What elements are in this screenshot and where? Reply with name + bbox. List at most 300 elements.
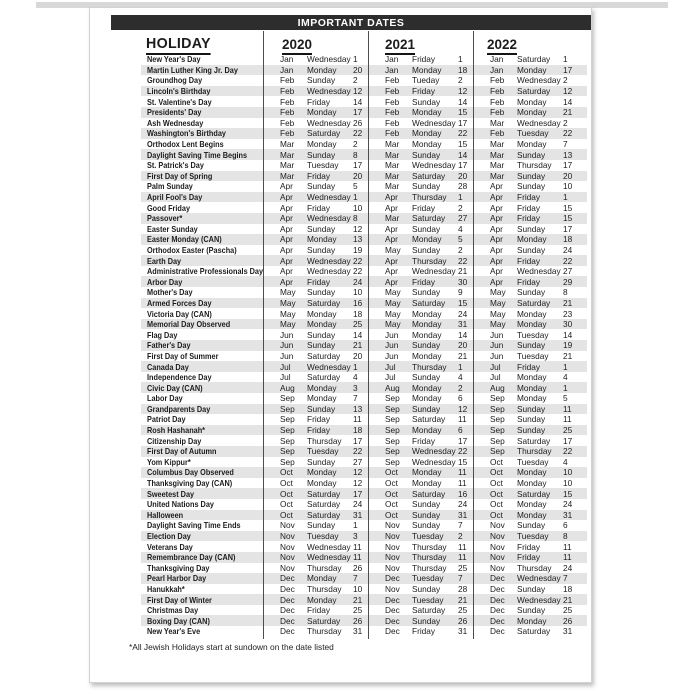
date-cell-2022 (473, 277, 587, 287)
holiday-name: New Year's Eve (147, 626, 201, 637)
weekday-label: Saturday (307, 128, 341, 139)
column-divider-1 (263, 31, 264, 639)
holiday-name: First Day of Winter (147, 594, 212, 605)
weekday-label: Wednesday (517, 75, 561, 86)
weekday-label: Wednesday (307, 117, 351, 128)
day-number: 22 (458, 128, 468, 139)
date-cell-2020 (263, 595, 368, 605)
holiday-name: St. Patrick's Day (147, 160, 204, 171)
day-number: 21 (458, 350, 468, 361)
weekday-label: Saturday (412, 297, 446, 308)
weekday-label: Saturday (307, 488, 341, 499)
month-label: Sep (385, 425, 400, 436)
holiday-name: Veterans Day (147, 541, 193, 552)
table-row (141, 118, 587, 129)
weekday-label: Sunday (412, 509, 441, 520)
date-cell-2020 (263, 351, 368, 361)
month-label: Apr (280, 255, 293, 266)
date-cell-2020 (263, 584, 368, 594)
weekday-label: Saturday (412, 605, 446, 616)
weekday-label: Monday (517, 96, 547, 107)
day-number: 11 (563, 403, 572, 414)
day-number: 19 (563, 340, 573, 351)
table-row (141, 181, 587, 192)
weekday-label: Sunday (412, 223, 441, 234)
day-number: 24 (458, 308, 468, 319)
date-cell-2021 (368, 520, 473, 530)
weekday-label: Wednesday (307, 255, 351, 266)
weekday-label: Tuesday (307, 531, 339, 542)
day-number: 14 (458, 329, 468, 340)
date-cell-2021 (368, 107, 473, 117)
month-label: Apr (490, 181, 503, 192)
date-cell-2021 (368, 75, 473, 85)
date-cell-2021 (368, 139, 473, 149)
date-cell-2022 (473, 584, 587, 594)
holiday-name: Ash Wednesday (147, 117, 204, 128)
month-label: Oct (385, 488, 398, 499)
day-number: 10 (563, 467, 573, 478)
date-cell-2021 (368, 372, 473, 382)
month-label: Apr (385, 223, 398, 234)
weekday-label: Sunday (307, 181, 336, 192)
date-cell-2022 (473, 404, 587, 414)
table-row (141, 139, 587, 150)
day-number: 14 (353, 96, 363, 107)
date-cell-2022 (473, 457, 587, 467)
month-label: Mar (490, 139, 505, 150)
date-cell-2022 (473, 520, 587, 530)
table-row (141, 308, 587, 319)
day-number: 1 (458, 192, 463, 203)
weekday-label: Saturday (517, 54, 551, 65)
date-cell-2020 (263, 626, 368, 636)
day-number: 21 (563, 350, 573, 361)
holiday-name: Flag Day (147, 329, 178, 340)
day-number: 21 (563, 594, 573, 605)
date-cell-2021 (368, 256, 473, 266)
holiday-name: Groundhog Day (147, 75, 203, 86)
month-label: Apr (385, 255, 398, 266)
month-label: Jul (385, 361, 396, 372)
day-number: 19 (353, 244, 363, 255)
date-cell-2022 (473, 626, 587, 636)
table-row (141, 245, 587, 256)
month-label: Jun (490, 340, 504, 351)
weekday-label: Sunday (517, 244, 546, 255)
month-label: Jan (490, 54, 504, 65)
weekday-label: Friday (517, 202, 541, 213)
day-number: 1 (458, 54, 463, 65)
date-cell-2022 (473, 489, 587, 499)
date-cell-2021 (368, 86, 473, 96)
table-row (141, 626, 587, 637)
month-label: Jul (490, 372, 501, 383)
day-number: 11 (458, 541, 467, 552)
holiday-name: Memorial Day Observed (147, 319, 231, 330)
weekday-label: Monday (307, 393, 337, 404)
month-label: Sep (385, 456, 400, 467)
day-number: 22 (353, 255, 363, 266)
weekday-label: Monday (307, 319, 337, 330)
day-number: 12 (353, 467, 363, 478)
day-number: 24 (353, 499, 363, 510)
weekday-label: Saturday (517, 488, 551, 499)
month-label: Dec (490, 615, 505, 626)
table-row (141, 128, 587, 139)
date-cell-2022 (473, 362, 587, 372)
day-number: 10 (563, 181, 573, 192)
day-number: 4 (458, 372, 463, 383)
table-row (141, 510, 587, 521)
month-label: Nov (385, 552, 400, 563)
weekday-label: Wednesday (307, 54, 351, 65)
month-label: May (280, 297, 296, 308)
month-label: Oct (490, 499, 503, 510)
day-number: 1 (353, 361, 358, 372)
date-cell-2021 (368, 203, 473, 213)
month-label: Feb (385, 107, 400, 118)
month-label: Sep (280, 456, 295, 467)
date-cell-2021 (368, 552, 473, 562)
table-row (141, 446, 587, 457)
table-row (141, 467, 587, 478)
weekday-label: Sunday (412, 181, 441, 192)
weekday-label: Wednesday (307, 361, 351, 372)
date-cell-2021 (368, 224, 473, 234)
month-label: May (490, 297, 506, 308)
weekday-label: Wednesday (517, 594, 561, 605)
day-number: 17 (353, 435, 363, 446)
date-cell-2021 (368, 319, 473, 329)
day-number: 11 (458, 414, 467, 425)
weekday-label: Saturday (307, 499, 341, 510)
day-number: 21 (353, 340, 363, 351)
weekday-label: Thursday (517, 446, 552, 457)
day-number: 25 (458, 562, 468, 573)
month-label: Mar (490, 160, 505, 171)
holiday-name: Daylight Saving Time Ends (147, 520, 241, 531)
date-cell-2021 (368, 595, 473, 605)
month-label: May (490, 319, 506, 330)
date-cell-2022 (473, 160, 587, 170)
month-label: Mar (385, 213, 400, 224)
holiday-name: Remembrance Day (CAN) (147, 552, 236, 563)
date-cell-2020 (263, 563, 368, 573)
month-label: Feb (385, 128, 400, 139)
date-cell-2020 (263, 150, 368, 160)
weekday-label: Thursday (412, 562, 447, 573)
table-row (141, 65, 587, 76)
date-cell-2021 (368, 467, 473, 477)
table-row (141, 531, 587, 542)
weekday-label: Sunday (412, 499, 441, 510)
weekday-label: Sunday (517, 170, 546, 181)
day-number: 11 (353, 552, 362, 563)
day-number: 23 (563, 308, 573, 319)
date-cell-2020 (263, 160, 368, 170)
month-label: Sep (490, 403, 505, 414)
date-cell-2020 (263, 97, 368, 107)
month-label: Nov (385, 583, 400, 594)
day-number: 20 (458, 170, 468, 181)
weekday-label: Saturday (307, 615, 341, 626)
table-row (141, 160, 587, 171)
date-cell-2020 (263, 234, 368, 244)
holiday-column-header: HOLIDAY (146, 35, 211, 55)
weekday-label: Sunday (517, 340, 546, 351)
holiday-name: Pearl Harbor Day (147, 573, 207, 584)
day-number: 21 (353, 594, 363, 605)
date-cell-2022 (473, 446, 587, 456)
date-cell-2022 (473, 287, 587, 297)
table-rows (141, 54, 587, 637)
date-cell-2020 (263, 457, 368, 467)
month-label: Feb (280, 86, 295, 97)
date-cell-2022 (473, 531, 587, 541)
weekday-label: Monday (412, 64, 442, 75)
month-label: Dec (280, 594, 295, 605)
date-cell-2020 (263, 213, 368, 223)
weekday-label: Tuesday (517, 531, 549, 542)
table-row (141, 372, 587, 383)
holiday-name: Martin Luther King Jr. Day (147, 64, 238, 75)
table-row (141, 594, 587, 605)
day-number: 20 (353, 350, 363, 361)
month-label: Apr (490, 255, 503, 266)
table-row (141, 435, 587, 446)
date-cell-2020 (263, 330, 368, 340)
holiday-name: Civic Day (CAN) (147, 382, 203, 393)
month-label: Feb (490, 107, 505, 118)
day-number: 17 (458, 435, 468, 446)
day-number: 20 (353, 170, 363, 181)
date-cell-2020 (263, 107, 368, 117)
day-number: 26 (353, 615, 363, 626)
date-cell-2022 (473, 128, 587, 138)
weekday-label: Saturday (412, 488, 446, 499)
weekday-label: Tuesday (307, 160, 339, 171)
holiday-name: Palm Sunday (147, 181, 193, 192)
weekday-label: Wednesday (517, 266, 561, 277)
date-cell-2022 (473, 192, 587, 202)
table-row (141, 552, 587, 563)
date-cell-2021 (368, 425, 473, 435)
table-row (141, 75, 587, 86)
month-label: Nov (385, 562, 400, 573)
day-number: 17 (458, 160, 468, 171)
day-number: 22 (563, 128, 573, 139)
table-row (141, 404, 587, 415)
weekday-label: Monday (412, 234, 442, 245)
month-label: Mar (385, 170, 400, 181)
weekday-label: Saturday (412, 414, 446, 425)
day-number: 15 (458, 456, 468, 467)
date-cell-2022 (473, 393, 587, 403)
weekday-label: Friday (307, 276, 331, 287)
date-cell-2021 (368, 446, 473, 456)
weekday-label: Monday (412, 467, 442, 478)
date-cell-2020 (263, 266, 368, 276)
month-label: Apr (385, 234, 398, 245)
month-label: Apr (280, 244, 293, 255)
day-number: 22 (353, 446, 363, 457)
day-number: 13 (353, 234, 363, 245)
weekday-label: Sunday (517, 583, 546, 594)
weekday-label: Thursday (307, 562, 342, 573)
weekday-label: Monday (412, 128, 442, 139)
holiday-name: Passover* (147, 213, 183, 224)
weekday-label: Tuesday (307, 446, 339, 457)
day-number: 4 (353, 372, 358, 383)
holiday-name: Thanksgiving Day (CAN) (147, 478, 233, 489)
month-label: Dec (280, 583, 295, 594)
table-row (141, 382, 587, 393)
day-number: 22 (458, 446, 468, 457)
weekday-label: Monday (307, 64, 337, 75)
weekday-label: Tuesday (412, 573, 444, 584)
weekday-label: Monday (412, 382, 442, 393)
month-label: Feb (385, 117, 400, 128)
holiday-name: Earth Day (147, 255, 182, 266)
date-cell-2020 (263, 510, 368, 520)
day-number: 29 (563, 276, 573, 287)
month-label: Dec (385, 605, 400, 616)
day-number: 10 (353, 287, 363, 298)
day-number: 22 (563, 255, 573, 266)
month-label: Feb (490, 86, 505, 97)
weekday-label: Monday (517, 64, 547, 75)
day-number: 24 (563, 499, 573, 510)
day-number: 18 (353, 425, 363, 436)
date-cell-2021 (368, 287, 473, 297)
day-number: 2 (353, 139, 358, 150)
weekday-label: Sunday (412, 403, 441, 414)
date-cell-2020 (263, 383, 368, 393)
month-label: Apr (490, 223, 503, 234)
weekday-label: Thursday (307, 435, 342, 446)
table-row (141, 457, 587, 468)
date-cell-2021 (368, 266, 473, 276)
weekday-label: Sunday (412, 149, 441, 160)
date-cell-2022 (473, 351, 587, 361)
day-number: 24 (563, 562, 573, 573)
date-cell-2022 (473, 510, 587, 520)
month-label: Mar (385, 181, 400, 192)
date-cell-2020 (263, 75, 368, 85)
table-row (141, 171, 587, 182)
weekday-label: Monday (517, 372, 547, 383)
day-number: 11 (563, 414, 572, 425)
day-number: 7 (563, 139, 568, 150)
day-number: 20 (563, 170, 573, 181)
holiday-name: Labor Day (147, 393, 183, 404)
day-number: 11 (563, 541, 572, 552)
date-cell-2022 (473, 139, 587, 149)
day-number: 12 (353, 478, 363, 489)
month-label: Dec (280, 605, 295, 616)
table-row (141, 234, 587, 245)
holiday-name: Presidents' Day (147, 107, 202, 118)
month-label: Dec (385, 594, 400, 605)
day-number: 13 (563, 149, 573, 160)
date-cell-2020 (263, 605, 368, 615)
date-cell-2022 (473, 467, 587, 477)
month-label: Sep (385, 414, 400, 425)
date-cell-2021 (368, 436, 473, 446)
date-cell-2020 (263, 181, 368, 191)
day-number: 17 (353, 107, 363, 118)
date-cell-2020 (263, 520, 368, 530)
day-number: 15 (563, 213, 573, 224)
day-number: 15 (458, 107, 468, 118)
weekday-label: Saturday (517, 626, 551, 637)
month-label: Apr (490, 213, 503, 224)
date-cell-2020 (263, 224, 368, 234)
date-cell-2020 (263, 489, 368, 499)
holiday-name: Boxing Day (CAN) (147, 615, 210, 626)
day-number: 8 (353, 213, 358, 224)
date-cell-2020 (263, 298, 368, 308)
weekday-label: Sunday (517, 149, 546, 160)
month-label: Sep (385, 435, 400, 446)
date-cell-2021 (368, 584, 473, 594)
month-label: Nov (280, 520, 295, 531)
weekday-label: Friday (307, 425, 331, 436)
weekday-label: Sunday (307, 403, 336, 414)
weekday-label: Thursday (412, 361, 447, 372)
date-cell-2021 (368, 118, 473, 128)
holiday-name: Arbor Day (147, 276, 183, 287)
weekday-label: Monday (307, 467, 337, 478)
weekday-label: Monday (307, 139, 337, 150)
table-row (141, 351, 587, 362)
day-number: 15 (563, 202, 573, 213)
day-number: 10 (353, 583, 363, 594)
day-number: 31 (458, 509, 468, 520)
month-label: Dec (280, 615, 295, 626)
weekday-label: Sunday (412, 372, 441, 383)
weekday-label: Friday (517, 255, 541, 266)
day-number: 1 (563, 192, 568, 203)
date-cell-2021 (368, 340, 473, 350)
holiday-name: Armed Forces Day (147, 297, 212, 308)
day-number: 1 (353, 54, 358, 65)
date-cell-2020 (263, 467, 368, 477)
column-divider-2 (368, 31, 369, 639)
date-cell-2020 (263, 256, 368, 266)
weekday-label: Friday (307, 605, 331, 616)
weekday-label: Friday (517, 192, 541, 203)
month-label: Feb (490, 96, 505, 107)
day-number: 13 (353, 403, 363, 414)
day-number: 27 (458, 213, 468, 224)
date-cell-2022 (473, 224, 587, 234)
day-number: 2 (563, 117, 568, 128)
month-label: Feb (385, 75, 400, 86)
weekday-label: Sunday (307, 340, 336, 351)
weekday-label: Monday (412, 319, 442, 330)
month-label: Jan (280, 64, 294, 75)
weekday-label: Sunday (517, 287, 546, 298)
day-number: 24 (458, 499, 468, 510)
day-number: 21 (458, 266, 468, 277)
weekday-label: Sunday (412, 583, 441, 594)
day-number: 17 (353, 488, 363, 499)
month-label: Sep (490, 393, 505, 404)
date-cell-2022 (473, 383, 587, 393)
weekday-label: Sunday (412, 615, 441, 626)
